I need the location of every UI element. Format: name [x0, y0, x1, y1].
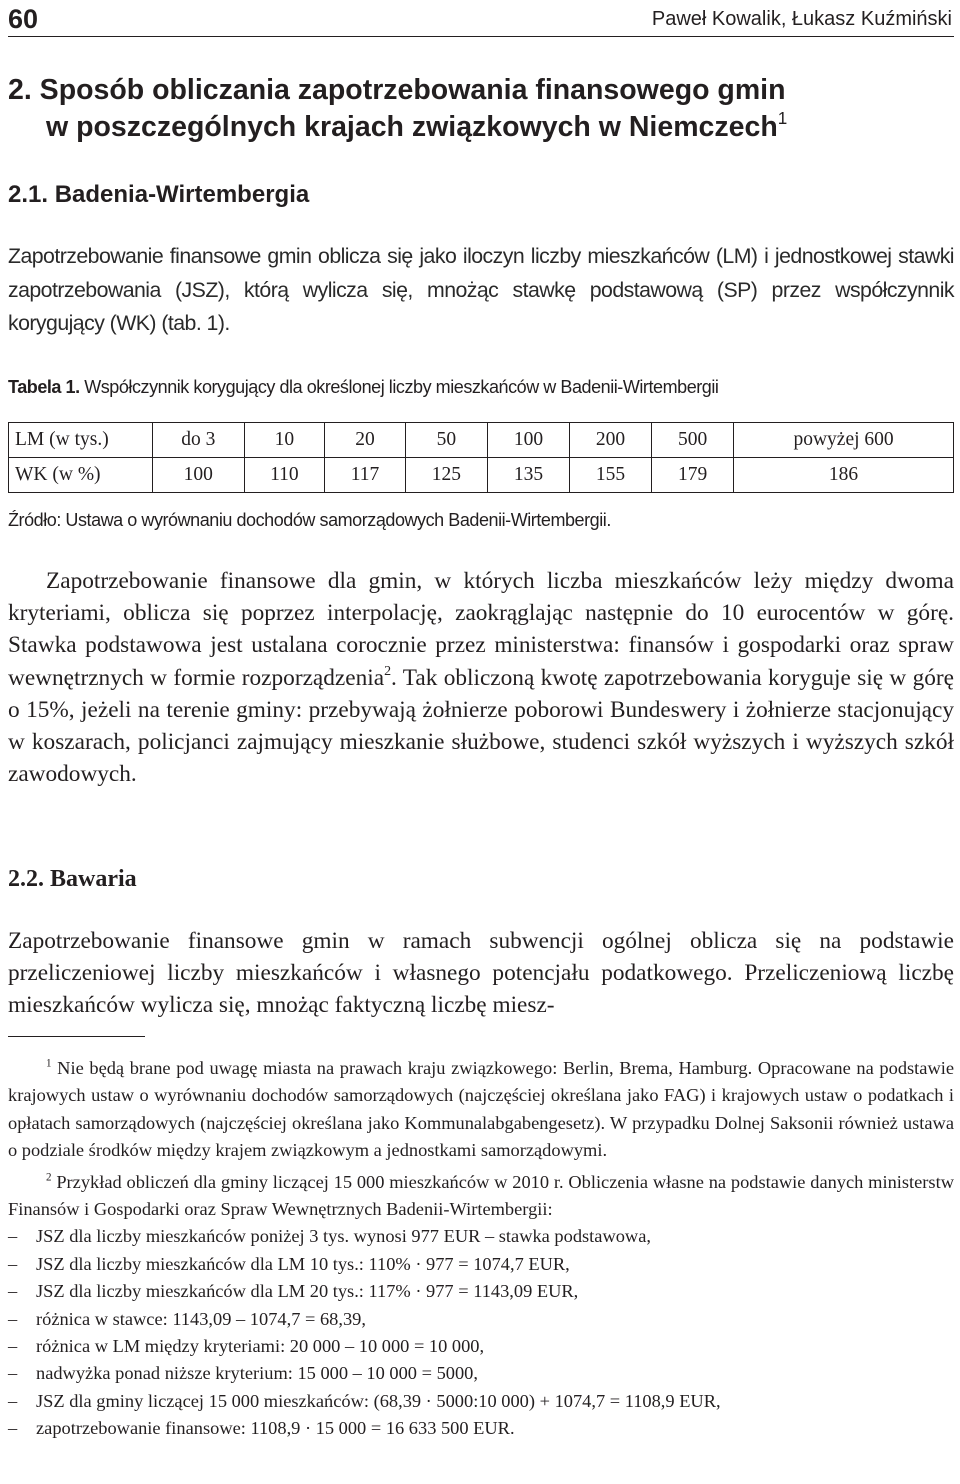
- footnote-separator: [8, 1036, 145, 1037]
- list-item: [8, 1223, 954, 1250]
- footnote-ref-2[interactable]: 2: [384, 663, 392, 679]
- list-item: [8, 1388, 954, 1415]
- table-source: Źródło: Ustawa o wyrównaniu dochodów samorządowych Badenii-Wirtembergii.: [8, 510, 611, 530]
- list-dash: –: [8, 1418, 18, 1439]
- intro-paragraph: Zapotrzebowanie finansowe gmin oblicza się jako iloczyn liczby mieszkańców (LM) i jednostkowej stawki zapotrzebowania (JSZ), którą wylicza się, mnożąc stawkę podstawową (SP) przez współczynnik korygujący (WK) (tab. 1).: [8, 244, 954, 335]
- list-item-text: różnica w LM między kryteriami: 20 000 – 10 000 = 10 000,: [36, 1336, 485, 1357]
- interpolation-paragraph-part1: Zapotrzebowanie finansowe dla gmin, w których liczba mieszkańców leży między dwoma kryteriami, oblicza się poprzez interpolację, zaokrąglając następnie do 10 eurocentów w górę. Stawka podstawowa jest ustalana corocznie przez ministerstwa: finansów i gospodarki oraz spraw wewnętrznych w formie rozporządzenia: [8, 568, 954, 691]
- list-item-text: nadwyżka ponad niższe kryterium: 15 000 – 10 000 = 5000,: [36, 1363, 478, 1384]
- table-row-header: LM (w tys.): [9, 423, 153, 458]
- table-cell: 500: [652, 423, 734, 458]
- table-cell: 125: [405, 458, 487, 493]
- interpolation-paragraph-part2: . Tak obliczoną kwotę zapotrzebowania koryguje się w górę o 15%, jeżeli na terenie gminy: przebywają żołnierze poborowi Bundeswery i żołnierze stacjonujący w koszarach, policjanci zajmujący mieszkanie służbowe, studenci szkół wyższych i wyższych szkół zawodowych.: [8, 664, 954, 788]
- list-item-text: JSZ dla gminy liczącej 15 000 mieszkańców: (68,39 · 5000:10 000) + 1074,7 = 1108,9 EUR,: [36, 1390, 721, 1411]
- footnote-2-text: Przykład obliczeń dla gminy liczącej 15 000 mieszkańców w 2010 r. Obliczenia własne na podstawie danych ministerstw Finansów i Gospodarki oraz Spraw Wewnętrznych Badenii-Wirtembergii:: [8, 1171, 954, 1220]
- table-row: [9, 458, 954, 493]
- table-cell: powyżej 600: [734, 423, 954, 458]
- footnotes: [8, 1055, 954, 1443]
- list-dash: –: [8, 1336, 18, 1357]
- table-cell: 50: [405, 423, 487, 458]
- footnote-2: [8, 1169, 954, 1224]
- bawaria-paragraph: Zapotrzebowanie finansowe gmin w ramach subwencji ogólnej oblicza się na podstawie przeliczeniowej liczby mieszkańców i własnego potencjału podatkowego. Przeliczeniową liczbę mieszkańców wylicza się, mnożąc faktyczną liczbę miesz-: [8, 928, 954, 1019]
- table-cell: 117: [325, 458, 406, 493]
- list-item-text: JSZ dla liczby mieszkańców dla LM 10 tys.: 110% · 977 = 1074,7 EUR,: [36, 1253, 570, 1274]
- list-item: [8, 1333, 954, 1360]
- section-heading-line2: [8, 109, 954, 146]
- table-cell: 155: [569, 458, 651, 493]
- list-dash: –: [8, 1390, 18, 1411]
- list-dash: –: [8, 1226, 18, 1247]
- interpolation-paragraph: [8, 565, 954, 790]
- subsection-heading-bawaria: 2.2. Bawaria: [8, 866, 137, 892]
- list-dash: –: [8, 1281, 18, 1302]
- footnote-1-marker: 1: [46, 1057, 52, 1070]
- list-item: [8, 1278, 954, 1305]
- section-heading: [8, 72, 954, 146]
- table-cell: do 3: [153, 423, 245, 458]
- table-cell: 110: [244, 458, 325, 493]
- list-item: [8, 1306, 954, 1333]
- table-caption-text: Współczynnik korygujący dla określonej liczby mieszkańców w Badenii-Wirtembergii: [84, 377, 719, 397]
- table-row: [9, 423, 954, 458]
- running-head-authors: Paweł Kowalik, Łukasz Kuźmiński: [651, 8, 952, 30]
- table-row-header: WK (w %): [9, 458, 153, 493]
- table-cell: 100: [153, 458, 245, 493]
- list-dash: –: [8, 1363, 18, 1384]
- table-cell: 200: [569, 423, 651, 458]
- footnote-2-calculation-list: [8, 1223, 954, 1442]
- list-item-text: zapotrzebowanie finansowe: 1108,9 · 15 000 = 16 633 500 EUR.: [36, 1418, 515, 1439]
- list-item: [8, 1360, 954, 1387]
- table-caption: [8, 377, 954, 398]
- running-head: [8, 2, 954, 37]
- page-number: 60: [8, 4, 39, 34]
- table-cell: 10: [244, 423, 325, 458]
- footnote-ref-1[interactable]: 1: [777, 109, 788, 129]
- list-item-text: JSZ dla liczby mieszkańców dla LM 20 tys.: 117% · 977 = 1143,09 EUR,: [36, 1281, 579, 1302]
- coefficient-table: [8, 422, 954, 493]
- list-item-text: różnica w stawce: 1143,09 – 1074,7 = 68,39,: [36, 1308, 366, 1329]
- list-item-text: JSZ dla liczby mieszkańców poniżej 3 tys. wynosi 977 EUR – stawka podstawowa,: [36, 1226, 651, 1247]
- section-heading-line1: 2. Sposób obliczania zapotrzebowania finansowego gmin: [8, 74, 786, 106]
- table-cell: 135: [487, 458, 569, 493]
- footnote-2-marker: 2: [46, 1170, 52, 1183]
- list-dash: –: [8, 1308, 18, 1329]
- table-cell: 186: [734, 458, 954, 493]
- footnote-1: [8, 1055, 954, 1165]
- footnote-1-text: Nie będą brane pod uwagę miasta na prawach kraju związkowego: Berlin, Brema, Hamburg. Opracowane na podstawie krajowych ustaw o wyrównaniu dochodów samorządowych (najczęściej określana jako FAG) i krajowych ustaw o podatkach i opłatach samorządowych (najczęściej określana jako Kommunalabgabengesetz). W przypadku Dolnej Saksonii również ustawa o podziale środków między krajem związkowym a jednostkami samorządowymi.: [8, 1058, 954, 1161]
- subsection-heading-badenia: 2.1. Badenia-Wirtembergia: [8, 181, 310, 208]
- table-label: Tabela 1.: [8, 377, 80, 397]
- section-heading-line2-text: w poszczególnych krajach związkowych w Niemczech: [46, 111, 778, 143]
- list-item: [8, 1415, 954, 1442]
- list-item: [8, 1251, 954, 1278]
- table-cell: 20: [325, 423, 406, 458]
- table-cell: 100: [487, 423, 569, 458]
- list-dash: –: [8, 1253, 18, 1274]
- table-cell: 179: [652, 458, 734, 493]
